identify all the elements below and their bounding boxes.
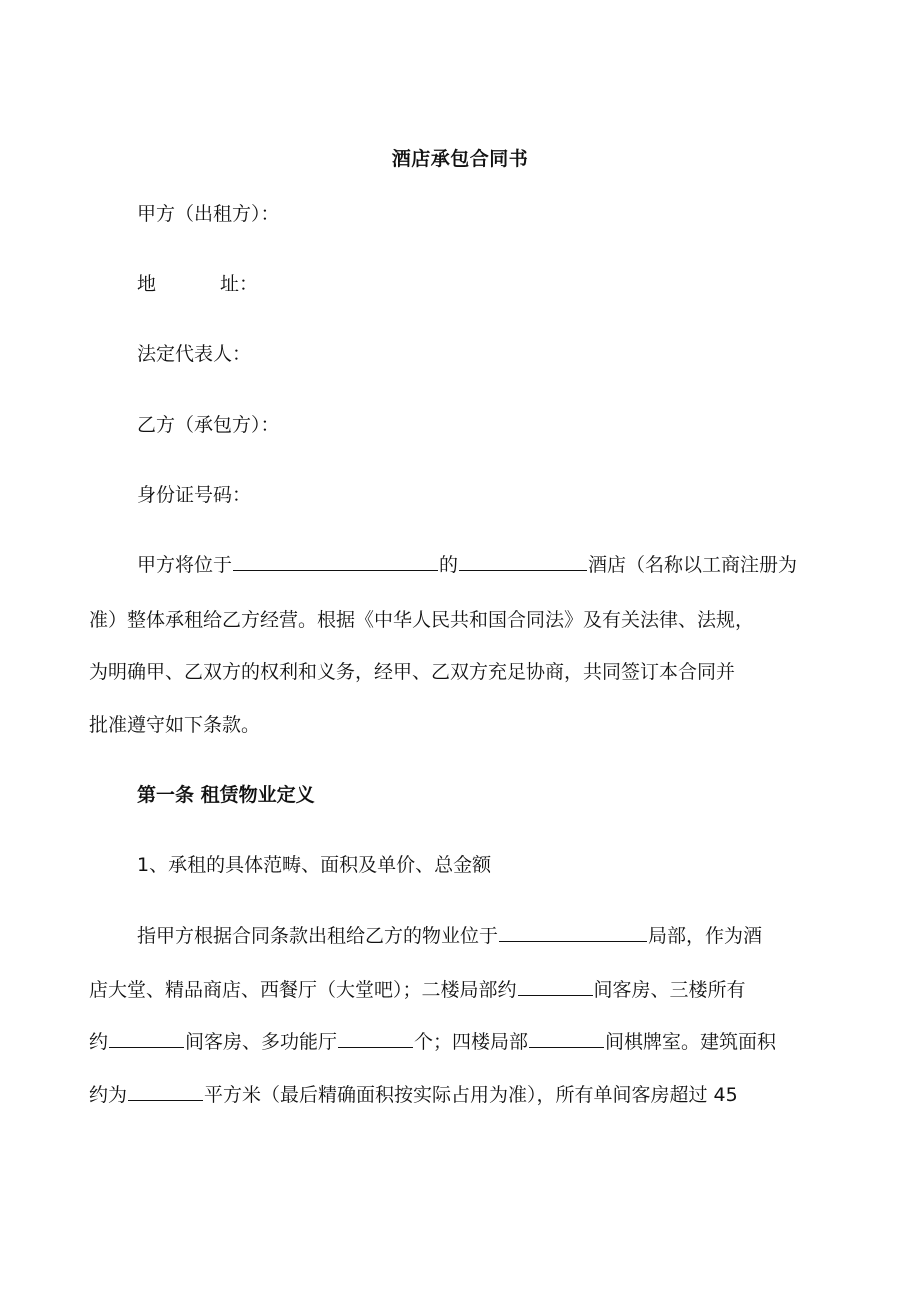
id-number-label: 身份证号码： [137,484,252,506]
function-hall-count-blank [338,1029,413,1048]
clause-1-text-3a: 约 [89,1031,109,1053]
clause-1-line-2 [89,976,746,1004]
legal-representative-label: 法定代表人： [137,343,252,365]
address-label [137,270,258,298]
floor-area-blank [128,1082,203,1101]
address-label-part-2: 址： [220,273,259,295]
intro-text-1a: 甲方将位于 [137,554,233,576]
location-blank [233,552,438,571]
intro-line-4: 批准遵守如下条款。 [89,714,261,736]
clause-1-text-3d: 间棋牌室。建筑面积 [605,1031,777,1053]
floor-3-rooms-blank [109,1029,184,1048]
floor-4-rooms-blank [529,1029,604,1048]
intro-line-3: 为明确甲、乙双方的权利和义务，经甲、乙双方充足协商，共同签订本合同并 [89,661,736,683]
property-location-blank [499,923,647,942]
party-b-label: 乙方（承包方）： [137,414,280,436]
intro-line-1 [137,551,797,579]
address-label-part-1: 地 [137,273,157,295]
floor-2-rooms-blank [518,977,593,996]
clause-1-heading: 1、承租的具体范畴、面积及单价、总金额 [137,854,492,876]
intro-text-1b: 的 [439,554,459,576]
clause-1-line-1 [137,922,762,950]
clause-1-line-4 [89,1081,738,1109]
clause-1-text-2a: 店大堂、精品商店、西餐厅（大堂吧）；二楼局部约 [89,979,517,1001]
clause-1-text-3b: 间客房、多功能厅 [185,1031,338,1053]
clause-1-text-2b: 间客房、三楼所有 [593,979,746,1001]
clause-1-text-1b: 局部，作为酒 [648,925,763,947]
clause-1-line-3 [89,1028,776,1056]
party-a-label: 甲方（出租方）： [137,203,280,225]
clause-1-text-1a: 指甲方根据合同条款出租给乙方的物业位于 [137,925,499,947]
intro-text-1c: 酒店（名称以工商注册为 [588,554,798,576]
intro-line-2: 准）整体承租给乙方经营。根据《中华人民共和国合同法》及有关法律、法规， [89,609,755,631]
clause-1-text-4a: 约为 [89,1084,128,1106]
article-1-heading: 第一条 租赁物业定义 [137,784,315,806]
clause-1-text-4b: 平方米（最后精确面积按实际占用为准），所有单间客房超过 45 [204,1084,738,1106]
hotel-name-blank [459,552,587,571]
clause-1-text-3c: 个；四楼局部 [414,1031,529,1053]
document-title: 酒店承包合同书 [391,148,529,170]
